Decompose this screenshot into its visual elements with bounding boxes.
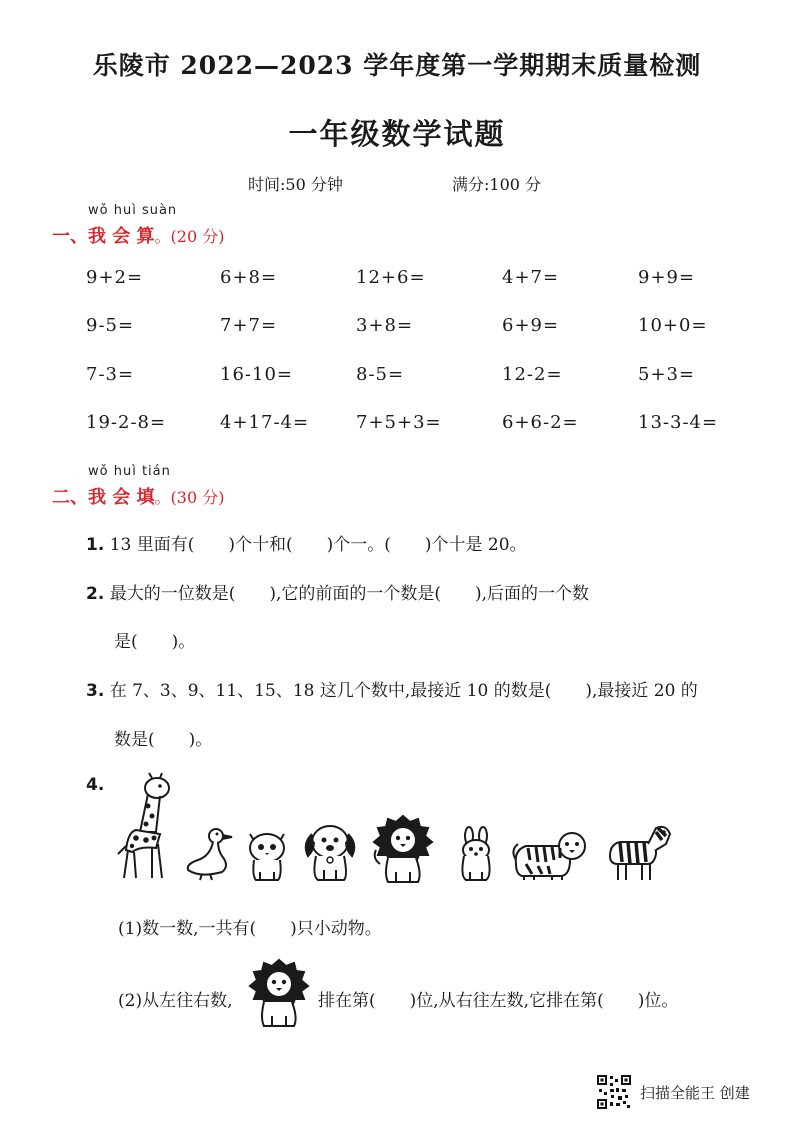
section1-pinyin: wǒ huì suàn (88, 203, 178, 218)
question-3-continued: 数是( )。 (114, 730, 213, 750)
tiger-icon (512, 830, 592, 882)
question-text: 13 里面有( )个十和( )个一。( )个十是 20。 (109, 535, 527, 555)
question-number: 1. (86, 535, 105, 555)
question-4 (86, 775, 104, 795)
section1-heading (52, 222, 224, 248)
calc-item: 6+6-2= (502, 412, 579, 433)
section1-title: 一、我 会 算 (52, 226, 155, 247)
question-4-part-2a: (2)从左往右数, (118, 991, 233, 1011)
kitten-icon (242, 828, 292, 882)
calc-item: 13-3-4= (638, 412, 719, 433)
calc-item: 12+6= (356, 267, 426, 288)
goose-icon (180, 826, 236, 882)
question-text: 在 7、3、9、11、15、18 这几个数中,最接近 10 的数是( ),最接近 20 的 (109, 681, 698, 701)
calc-item: 16-10= (220, 364, 293, 385)
question-4-part-1: (1)数一数,一共有( )只小动物。 (118, 919, 382, 939)
question-text: 最大的一位数是( ),它的前面的一个数是( ),后面的一个数 (109, 584, 590, 604)
lion-icon (246, 958, 312, 1028)
puppy-icon (300, 820, 360, 882)
calc-item: 19-2-8= (86, 412, 167, 433)
watermark-text: 扫描全能王 创建 (640, 1084, 750, 1102)
zebra-icon (604, 822, 676, 882)
calc-item: 8-5= (356, 364, 405, 385)
question-number: 3. (86, 681, 105, 701)
question-2-continued: 是( )。 (114, 632, 196, 652)
calc-item: 7+5+3= (356, 412, 442, 433)
question-4-part-2b: 排在第( )位,从右往左数,它排在第( )位。 (318, 991, 679, 1011)
question-1 (86, 530, 527, 555)
calc-item: 3+8= (356, 315, 414, 336)
exam-title: 乐陵市 2022—2023 学年度第一学期期末质量检测 (92, 51, 702, 80)
giraffe-icon (112, 772, 174, 884)
calc-item: 9+9= (638, 267, 696, 288)
section2-title: 二、我 会 填 (52, 487, 155, 508)
calc-item: 9-5= (86, 315, 135, 336)
calc-item: 6+8= (220, 267, 278, 288)
exam-subtitle: 一年级数学试题 (288, 117, 506, 151)
section1-points: 。(20 分) (154, 227, 225, 246)
calc-item: 6+9= (502, 315, 560, 336)
section2-points: 。(30 分) (154, 488, 225, 507)
calc-item: 10+0= (638, 315, 708, 336)
question-number: 2. (86, 584, 105, 604)
calc-item: 4+17-4= (220, 412, 310, 433)
exam-score: 满分:100 分 (452, 175, 542, 194)
section2-heading (52, 483, 224, 509)
question-2 (86, 579, 589, 604)
calc-item: 4+7= (502, 267, 560, 288)
rabbit-icon (452, 826, 500, 882)
calc-item: 5+3= (638, 364, 696, 385)
question-3 (86, 676, 698, 701)
lion-icon (370, 814, 436, 884)
section2-pinyin: wǒ huì tián (88, 464, 171, 479)
calc-item: 9+2= (86, 267, 144, 288)
question-number: 4. (86, 775, 105, 795)
exam-time: 时间:50 分钟 (248, 175, 343, 194)
calc-item: 7-3= (86, 364, 135, 385)
calc-item: 7+7= (220, 315, 278, 336)
calc-item: 12-2= (502, 364, 563, 385)
qr-code-icon (596, 1074, 632, 1110)
